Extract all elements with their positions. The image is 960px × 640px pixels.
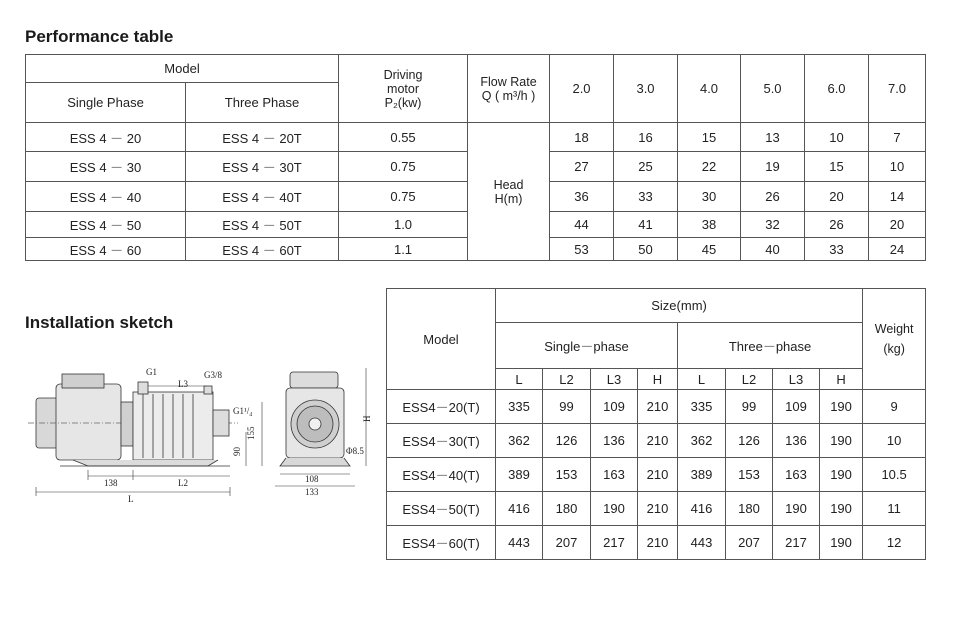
motor-header-line2: motor bbox=[387, 81, 419, 96]
three-model: ESS 4 － 40T bbox=[186, 182, 339, 212]
single-model: ESS 4 － 40 bbox=[26, 182, 186, 212]
single-model: ESS 4 － 50 bbox=[26, 212, 186, 238]
size-value: 136 bbox=[773, 424, 820, 458]
single-model: ESS 4 － 60 bbox=[26, 238, 186, 261]
size-model: ESS4－40(T) bbox=[387, 458, 496, 492]
size-value: 190 bbox=[820, 424, 863, 458]
label-h: H bbox=[362, 415, 372, 422]
weight-header-line2: (kg) bbox=[883, 342, 905, 356]
weight-header bbox=[863, 289, 926, 390]
head-value: 44 bbox=[550, 212, 614, 238]
flow-value: 4.0 bbox=[678, 55, 741, 123]
flow-value: 2.0 bbox=[550, 55, 614, 123]
head-value: 53 bbox=[550, 238, 614, 261]
three-model: ESS 4 － 60T bbox=[186, 238, 339, 261]
pump-side-view bbox=[28, 374, 238, 466]
label-phi: Φ8.5 bbox=[346, 446, 364, 456]
size-model: ESS4－50(T) bbox=[387, 492, 496, 526]
size-value: 99 bbox=[543, 390, 591, 424]
size-value: 210 bbox=[638, 526, 678, 560]
motor-power: 0.55 bbox=[339, 123, 468, 152]
size-value: 389 bbox=[496, 458, 543, 492]
weight-value: 10.5 bbox=[863, 458, 926, 492]
head-value: 10 bbox=[805, 123, 869, 152]
dim-header: H bbox=[638, 369, 678, 390]
label-l: L bbox=[128, 494, 134, 502]
flow-rate-header bbox=[468, 55, 550, 123]
head-label-line1: Head bbox=[493, 177, 524, 192]
label-108: 108 bbox=[305, 474, 319, 484]
dim-header: L bbox=[678, 369, 726, 390]
performance-table bbox=[25, 54, 926, 261]
head-value: 27 bbox=[550, 152, 614, 182]
head-value: 33 bbox=[614, 182, 678, 212]
label-133: 133 bbox=[305, 487, 319, 497]
label-90: 90 bbox=[232, 447, 242, 456]
size-value: 109 bbox=[773, 390, 820, 424]
size-value: 190 bbox=[591, 492, 638, 526]
size-value: 207 bbox=[726, 526, 773, 560]
label-g1: G1 bbox=[146, 367, 157, 377]
size-model: ESS4－30(T) bbox=[387, 424, 496, 458]
head-value: 38 bbox=[678, 212, 741, 238]
size-value: 153 bbox=[726, 458, 773, 492]
motor-power: 0.75 bbox=[339, 152, 468, 182]
model-header: Model bbox=[26, 55, 339, 83]
head-value: 24 bbox=[869, 238, 926, 261]
motor-header-line3: P₂(kw) bbox=[384, 95, 422, 110]
head-value: 18 bbox=[550, 123, 614, 152]
head-value: 20 bbox=[805, 182, 869, 212]
head-value: 36 bbox=[550, 182, 614, 212]
head-value: 32 bbox=[741, 212, 805, 238]
size-value: 335 bbox=[496, 390, 543, 424]
size-value: 217 bbox=[591, 526, 638, 560]
dim-header: L3 bbox=[591, 369, 638, 390]
size-value: 126 bbox=[543, 424, 591, 458]
driving-motor-header bbox=[339, 55, 468, 123]
size-value: 416 bbox=[678, 492, 726, 526]
label-l2: L2 bbox=[178, 478, 188, 488]
size-value: 180 bbox=[543, 492, 591, 526]
size-value: 210 bbox=[638, 492, 678, 526]
weight-value: 12 bbox=[863, 526, 926, 560]
head-value: 33 bbox=[805, 238, 869, 261]
motor-power: 0.75 bbox=[339, 182, 468, 212]
size-value: 163 bbox=[773, 458, 820, 492]
flow-value: 6.0 bbox=[805, 55, 869, 123]
single-model: ESS 4 － 20 bbox=[26, 123, 186, 152]
size-value: 99 bbox=[726, 390, 773, 424]
size-value: 190 bbox=[820, 526, 863, 560]
label-g38: G3/8 bbox=[204, 370, 222, 380]
size-value: 190 bbox=[820, 458, 863, 492]
head-value: 45 bbox=[678, 238, 741, 261]
flow-header-line1: Flow Rate bbox=[480, 74, 537, 89]
pump-front-view bbox=[280, 372, 350, 466]
size-value: 190 bbox=[773, 492, 820, 526]
size-value: 163 bbox=[591, 458, 638, 492]
size-mm-header: Size(mm) bbox=[496, 289, 863, 323]
label-155: 155 bbox=[246, 426, 256, 440]
installation-sketch bbox=[28, 362, 378, 502]
three-model: ESS 4 － 30T bbox=[186, 152, 339, 182]
flow-header-line2: Q ( m³/h ) bbox=[481, 88, 536, 103]
size-table bbox=[386, 288, 926, 560]
single-phase-size-header: Single－phase bbox=[496, 323, 678, 369]
head-label-line2: H(m) bbox=[494, 191, 523, 206]
dim-header: L2 bbox=[543, 369, 591, 390]
size-value: 335 bbox=[678, 390, 726, 424]
size-value: 416 bbox=[496, 492, 543, 526]
performance-table-title: Performance table bbox=[25, 27, 174, 46]
three-phase-header: Three Phase bbox=[186, 83, 339, 123]
weight-header-line1: Weight bbox=[874, 322, 914, 336]
head-value: 25 bbox=[614, 152, 678, 182]
three-model: ESS 4 － 50T bbox=[186, 212, 339, 238]
flow-value: 3.0 bbox=[614, 55, 678, 123]
size-model: ESS4－20(T) bbox=[387, 390, 496, 424]
flow-value: 5.0 bbox=[741, 55, 805, 123]
weight-value: 9 bbox=[863, 390, 926, 424]
size-value: 217 bbox=[773, 526, 820, 560]
single-phase-header: Single Phase bbox=[26, 83, 186, 123]
head-value: 40 bbox=[741, 238, 805, 261]
head-label bbox=[468, 123, 550, 261]
installation-sketch-title: Installation sketch bbox=[25, 313, 174, 332]
motor-power: 1.1 bbox=[339, 238, 468, 261]
size-value: 153 bbox=[543, 458, 591, 492]
size-value: 362 bbox=[496, 424, 543, 458]
size-model: ESS4－60(T) bbox=[387, 526, 496, 560]
size-value: 210 bbox=[638, 424, 678, 458]
size-value: 190 bbox=[820, 390, 863, 424]
head-value: 13 bbox=[741, 123, 805, 152]
head-value: 26 bbox=[805, 212, 869, 238]
head-value: 15 bbox=[678, 123, 741, 152]
flow-value: 7.0 bbox=[869, 55, 926, 123]
head-value: 30 bbox=[678, 182, 741, 212]
dim-header: L3 bbox=[773, 369, 820, 390]
size-value: 180 bbox=[726, 492, 773, 526]
size-value: 190 bbox=[820, 492, 863, 526]
three-phase-size-header: Three－phase bbox=[678, 323, 863, 369]
size-value: 443 bbox=[496, 526, 543, 560]
dim-header: H bbox=[820, 369, 863, 390]
head-value: 7 bbox=[869, 123, 926, 152]
head-value: 22 bbox=[678, 152, 741, 182]
dim-header: L2 bbox=[726, 369, 773, 390]
dim-header: L bbox=[496, 369, 543, 390]
size-value: 389 bbox=[678, 458, 726, 492]
head-value: 41 bbox=[614, 212, 678, 238]
head-value: 26 bbox=[741, 182, 805, 212]
motor-header-line1: Driving bbox=[383, 67, 423, 82]
single-model: ESS 4 － 30 bbox=[26, 152, 186, 182]
head-value: 14 bbox=[869, 182, 926, 212]
size-model-header: Model bbox=[387, 289, 496, 390]
size-value: 207 bbox=[543, 526, 591, 560]
size-value: 210 bbox=[638, 390, 678, 424]
size-value: 362 bbox=[678, 424, 726, 458]
head-value: 19 bbox=[741, 152, 805, 182]
size-value: 136 bbox=[591, 424, 638, 458]
head-value: 10 bbox=[869, 152, 926, 182]
size-value: 443 bbox=[678, 526, 726, 560]
label-l3: L3 bbox=[178, 379, 188, 389]
label-138: 138 bbox=[104, 478, 118, 488]
head-value: 15 bbox=[805, 152, 869, 182]
weight-value: 11 bbox=[863, 492, 926, 526]
size-value: 126 bbox=[726, 424, 773, 458]
head-value: 50 bbox=[614, 238, 678, 261]
size-value: 109 bbox=[591, 390, 638, 424]
head-value: 20 bbox=[869, 212, 926, 238]
head-value: 16 bbox=[614, 123, 678, 152]
three-model: ESS 4 － 20T bbox=[186, 123, 339, 152]
size-value: 210 bbox=[638, 458, 678, 492]
weight-value: 10 bbox=[863, 424, 926, 458]
motor-power: 1.0 bbox=[339, 212, 468, 238]
label-g114: G1¹/₄ bbox=[233, 406, 253, 416]
